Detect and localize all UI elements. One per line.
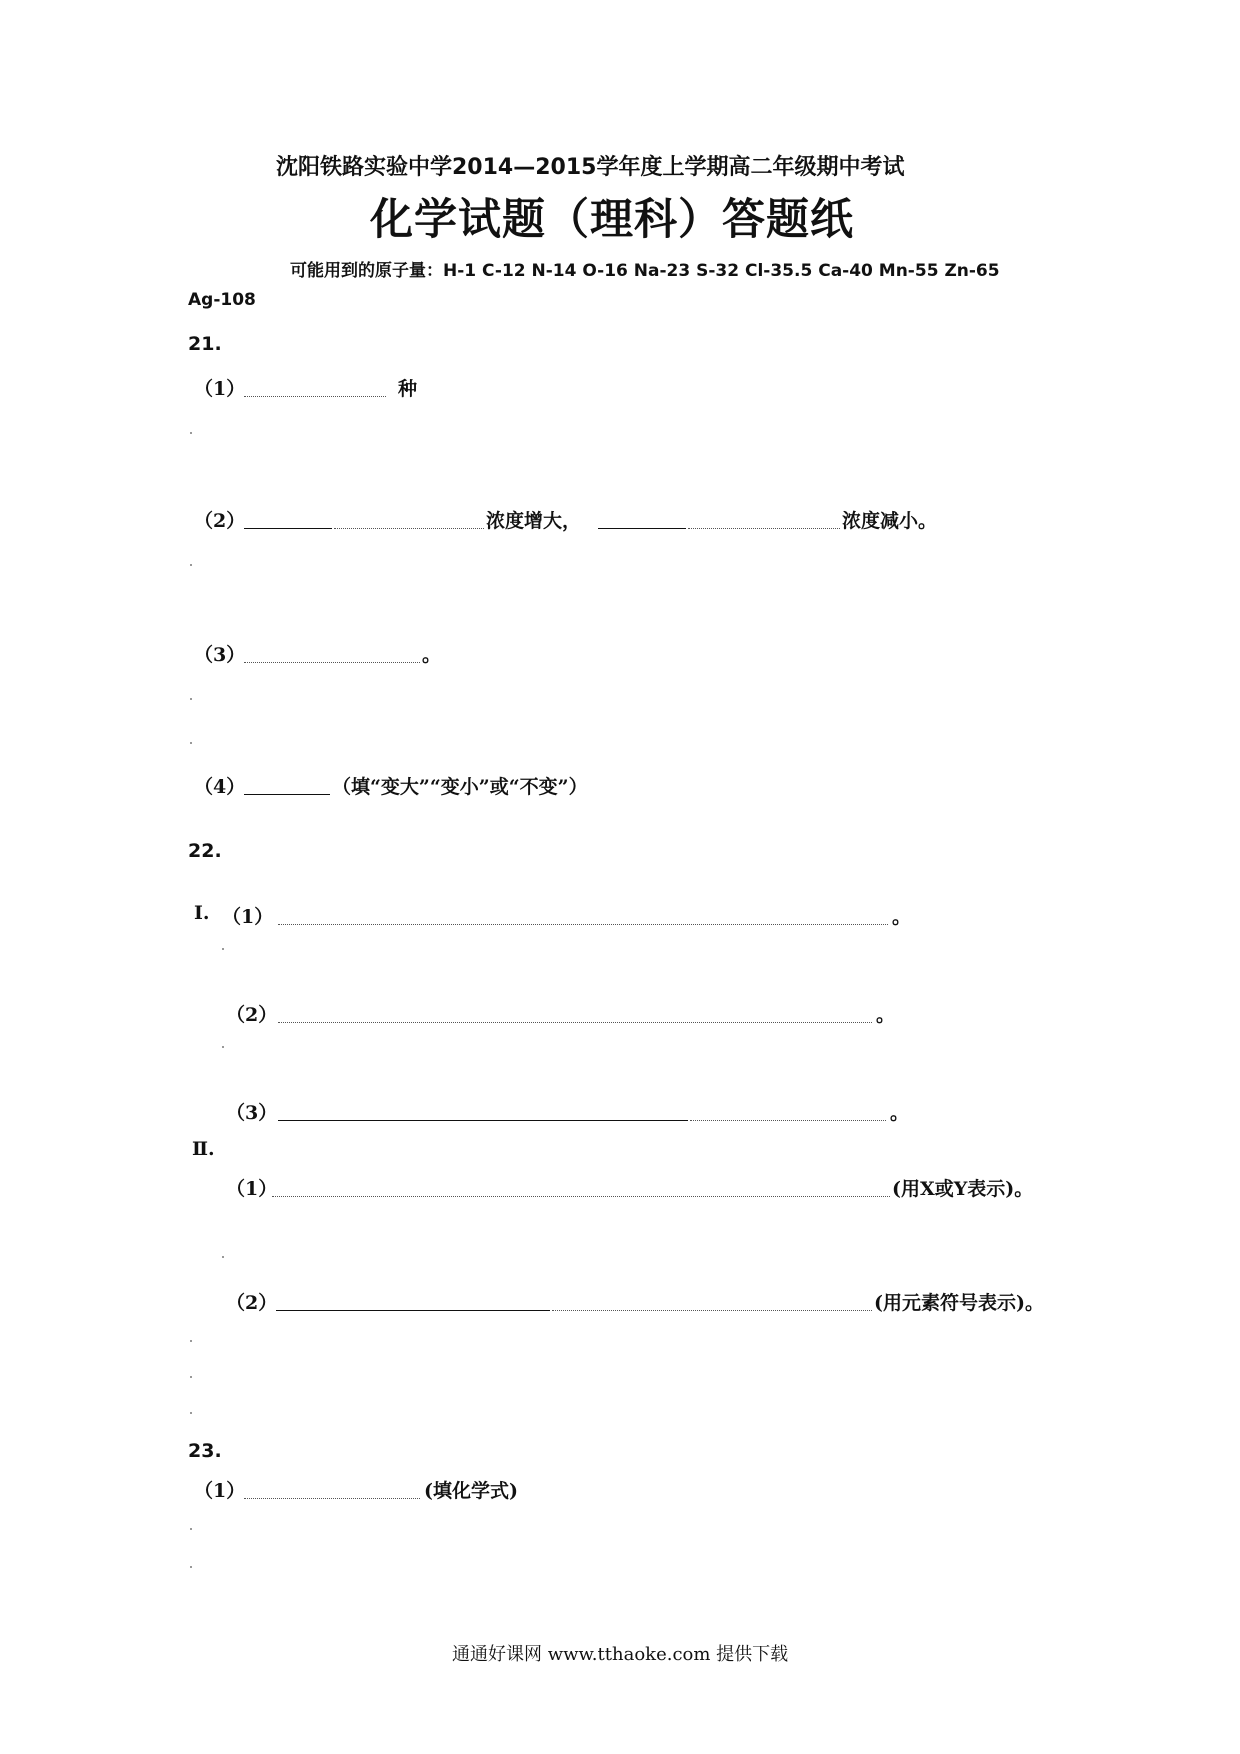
q21-part2-blank-b-dotted[interactable] (688, 528, 840, 529)
q22-part1-sub3-blank-dotted[interactable] (690, 1120, 886, 1121)
q21-part2-blank-b-solid[interactable] (598, 528, 686, 529)
q22-part2-sub1-label: （1） (226, 1178, 278, 1200)
q21-part3-suffix: 。 (422, 644, 442, 666)
q22-part1-sub3-suffix: 。 (890, 1102, 910, 1124)
q21-part1-blank[interactable] (244, 396, 386, 397)
q23-part1-blank[interactable] (244, 1498, 420, 1499)
scan-mark (222, 1046, 224, 1048)
q22-part1-sub1-label: （1） (222, 906, 274, 928)
scan-mark (222, 948, 224, 950)
q21-part2-mid-text: 浓度增大， (486, 510, 582, 532)
q21-part4-suffix: （填“变大”“变小”或“不变”） (332, 776, 588, 798)
q22-part1-sub3-blank-solid[interactable] (278, 1120, 688, 1121)
q22-part1-roman: Ⅰ. (194, 902, 210, 924)
q22-part1-sub2-suffix: 。 (876, 1004, 896, 1026)
question-22-number: 22. (188, 840, 222, 862)
q23-part1-label: （1） (194, 1480, 246, 1502)
q22-part2-roman: Ⅱ. (192, 1138, 215, 1160)
scan-mark (190, 1528, 192, 1530)
scan-mark (190, 1566, 192, 1568)
scan-mark (190, 432, 192, 434)
q23-part1-suffix: (填化学式) (424, 1480, 518, 1502)
q22-part2-sub2-blank-dotted[interactable] (552, 1310, 872, 1311)
q22-part2-sub2-label: （2） (226, 1292, 278, 1314)
footer-source: 通通好课网 www.tthaoke.com 提供下载 (452, 1644, 789, 1665)
q21-part4-blank[interactable] (244, 794, 330, 795)
q21-part1-label: （1） (194, 378, 246, 400)
question-21-number: 21. (188, 333, 222, 355)
scan-mark (190, 1412, 192, 1414)
q22-part2-sub2-suffix: (用元素符号表示)。 (874, 1292, 1044, 1314)
scan-mark (190, 698, 192, 700)
q21-part1-suffix: 种 (398, 378, 418, 400)
q22-part1-sub3-label: （3） (226, 1102, 278, 1124)
question-23-number: 23. (188, 1440, 222, 1462)
scan-mark (190, 1376, 192, 1378)
scan-mark (190, 564, 192, 566)
scan-mark (190, 742, 192, 744)
q22-part1-sub1-suffix: 。 (892, 906, 912, 928)
scan-mark (222, 1256, 224, 1258)
exam-title: 化学试题（理科）答题纸 (370, 195, 854, 245)
q22-part1-sub2-label: （2） (226, 1004, 278, 1026)
q21-part3-blank[interactable] (244, 662, 420, 663)
q22-part2-sub2-blank-solid[interactable] (276, 1310, 550, 1311)
q22-part1-sub1-blank[interactable] (278, 924, 888, 925)
q21-part2-blank-a-dotted[interactable] (334, 528, 484, 529)
atomic-masses-line1: 可能用到的原子量：H-1 C-12 N-14 O-16 Na-23 S-32 Cl-35.5 Ca-40 Mn-55 Zn-65 (290, 261, 1000, 281)
q21-part2-suffix: 浓度减小。 (842, 510, 938, 532)
q22-part1-sub2-blank[interactable] (278, 1022, 872, 1023)
atomic-masses-line2: Ag-108 (188, 290, 256, 310)
q21-part2-blank-a-solid[interactable] (244, 528, 332, 529)
q21-part2-label: （2） (194, 510, 246, 532)
q21-part3-label: （3） (194, 644, 246, 666)
q22-part2-sub1-blank[interactable] (272, 1196, 890, 1197)
exam-subtitle: 沈阳铁路实验中学2014—2015学年度上学期高二年级期中考试 (276, 155, 905, 180)
q21-part4-label: （4） (194, 776, 246, 798)
scan-mark (190, 1340, 192, 1342)
q22-part2-sub1-suffix: (用X或Y表示)。 (892, 1178, 1034, 1200)
